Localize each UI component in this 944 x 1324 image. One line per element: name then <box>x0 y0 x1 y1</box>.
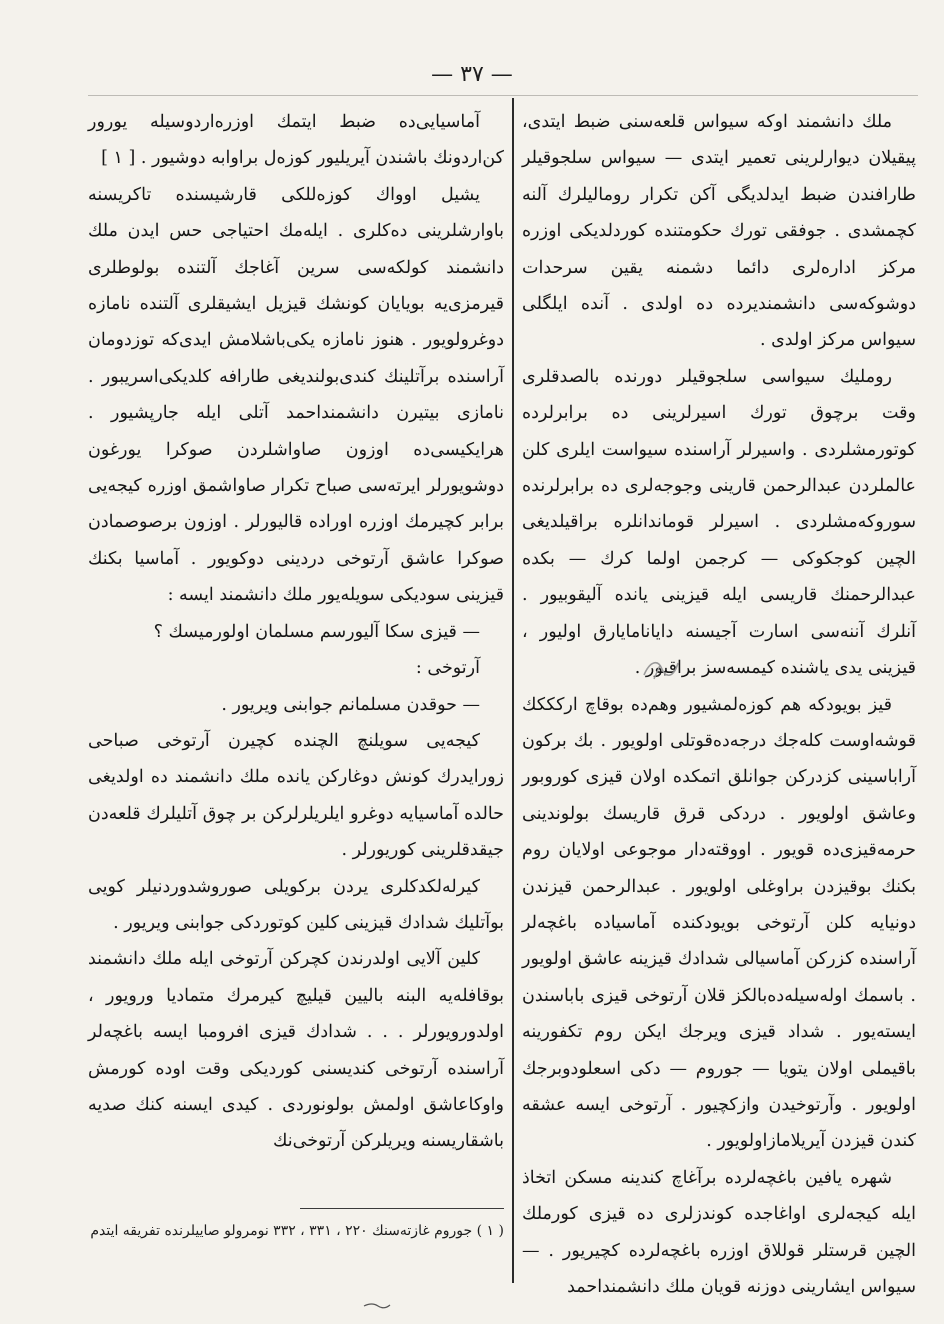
column-divider <box>512 98 514 1283</box>
right-column <box>522 104 916 1297</box>
right-paragraph-4: شهره يافين باغچه‌لرده برآغاچ كندينه مسكن اتخاذ ايله كيجه‌لری اواغاجده كوندزلری ده قيزی كورملك الچين قرستلر قوللاق اوزره باغچه‌لرده كچيريور . — سيواس ايشارينی دوزنه قويان ملك دانشمنداحمد <box>522 1167 916 1297</box>
footnote-divider <box>300 1208 504 1209</box>
left-paragraph-2: يشيل اوواك كوزه‌للكی قارشيسنده تاكريسنه باوارشلرينی ده‌كلری . ايله‌مك احتياجی حس ايدن ملك دانشمند كولكه‌سی سرين آغاجك آلتنده بولوطلری قيرمزی‌يه بويايان كونشك قيزيل ايشيقلری آلتنده نامازه دوغرولويور . هنوز نامازه يكی‌باشلامش ايدی‌كه توزدومان آراسنده برآتلينك كندی‌بولنديغی طارافه كلديكی‌اسريبور . نامازی بيتيرن دانشمنداحمد آتلی ايله جارپشيور . هرايكيسی‌ده اوزون صاواشلردن صوكرا يورغون دوشويورلر ايرته‌سی صباح تكرار صاواشمق اوزره كيجه‌يی برابر كچيرمك اوزره اوراده قاليورلر . اوزون برصوصمادن صوكرا عاشق آرتوخی دردينی دوكويور . آماسيا بكنك قيزينی سوديكی سويله‌يور ملك دانشمند ايسه : <box>88 184 504 606</box>
left-paragraph-7: كيرله‌لكدكلری يردن بركويلی صوروشدوردنيلر كويی بوآتليك شدادك قيزينی كلين كوتوردكی جوابنی ويريور . <box>88 876 504 933</box>
left-paragraph-3: — قيزی سكا آليورسم مسلمان اولورميسك ؟ <box>153 621 480 642</box>
left-column <box>88 104 504 1214</box>
page-number: — ٣٧ — <box>431 62 513 87</box>
left-paragraph-5: — حوقدن مسلمانم جوابنی ويريور . <box>221 694 480 715</box>
footnote: ( ١ ) جوروم غازته‌سنك ٢٢٠ ، ٣٣١ ، ٣٣٢ نومرولو صاييلرنده تفريقه ايتدم <box>90 1223 504 1239</box>
left-paragraph-1: آماسيايی‌ده ضبط ايتمك اوزره‌اردوسيله يورور كن‌اردونك باشندن آيريليور كوزه‌ل براوابه دوشيور . [ ١ ] <box>88 112 504 169</box>
right-paragraph-1: ملك دانشمند اوكه سيواس قلعه‌سنی ضبط ايتدی، پیقیلان ديوارلرينی تعمیر ايتدی — سيواس سلجوقيلر طارافندن ضبط ايدلدیگی آكن تكرار رومالیلرك آلنه كچمشدی . جوفقی تورك حكومتنده كوردلديكی اوزره مركز اداره‌لری دائما دشمنه يقين سرحدات دوشوكه‌سی دانشمنديرده ده اولدی . آنده ايلگلی سيواس مركز اولدی . <box>522 112 916 351</box>
left-paragraph-6: كيجه‌يی سويلنچ الچنده كچيرن آرتوخی صباحی زورايدرك كونش دوغاركن يانده ملك دانشمند ده اولديغی حالده آماسيايه دوغرو ايلريلرلركن بر چوق آتليلرك قلعه‌دن جيقدقلرينی كوريورلر . <box>88 730 504 861</box>
header-divider <box>88 95 918 96</box>
handwritten-mark <box>640 655 682 683</box>
bottom-smudge <box>362 1300 392 1310</box>
right-paragraph-3: قيز بويودكه هم كوزه‌لمشيور وهم‌ده بوقاچ اركككك قوشه‌اوست كله‌جك درجه‌ده‌قوتلی اولويور . بك بركون آراباسینی كزدركن جوانلق اتمكده اولان قيزی كوروبور وعاشق اولويور . دردكی قرق قاريسك بولوندينی حرمه‌قيزی‌ده قويور . اووقته‌دار موجوعی اولايان روم بكنك بوقيزدن براوغلی اولويور . عبدالرحمن قيزندن دونيايه كلن آرتوخی بويودكنده آماسياده باغچه‌لر آراسنده كزركن آماسيالی شدادك قيزينه عاشق اولويور . باسمك اوله‌سيله‌ده‌بالكز قلان آرتوخی قيزی باباسندن ايسته‌يور . شداد قيزی ويرجك ايكن روم تكفورينه باقيملی اولان يتويا — جوروم — دكی اسعلودوبرجك اولويور . وآرتوخیدن وازكچيور . آرتوخی ايسه عشقه كندن قيزدن آيريلامازاولويور . <box>522 694 916 1152</box>
left-paragraph-8: كلين آلايی اولدرندن كچركن آرتوخی ايله ملك دانشمند بوقافله‌يه البنه باليين قيليچ كيرمرك متماديا ورويور ، اولدورويورلر . . . شدادك قيزی افرومبا ايسه باغچه‌لر آراسنده آرتوخی كنديسنی كورديكی وقت اوده كورمش واوكاعاشق اولمش بولونوردی . كيدی ايسنه كنك صديه باشقاريسنه ويريلركن آرتوخی‌نك <box>88 949 504 1152</box>
left-paragraph-4: آرتوخی : <box>415 658 480 679</box>
right-paragraph-2: رومليك سيواسی سلجوقيلر دورنده بالصدقلری وقت برچوق تورك اسيرلرینی ده برابرلرده كوتورمشلردی . واسيرلر آراسنده سيواست ايلری كلن عالملردن عبدالرحمن قارينی وجوجه‌لری ده برابرلرنده سوروكه‌مشلردی . اسيرلر قوماندانلره براقيلديغی الچين كوجكوكی — كرجمن اولما كرك — بكده عبدالرحمنك قاريسی ايله قيزينی يانده آليقوبيور . آنلرك آننه‌سی اسارت آجيسنه دايانامايارق اوليور ، قيزينی يدی ياشنده كيمسه‌سز براقيور . <box>522 366 916 679</box>
